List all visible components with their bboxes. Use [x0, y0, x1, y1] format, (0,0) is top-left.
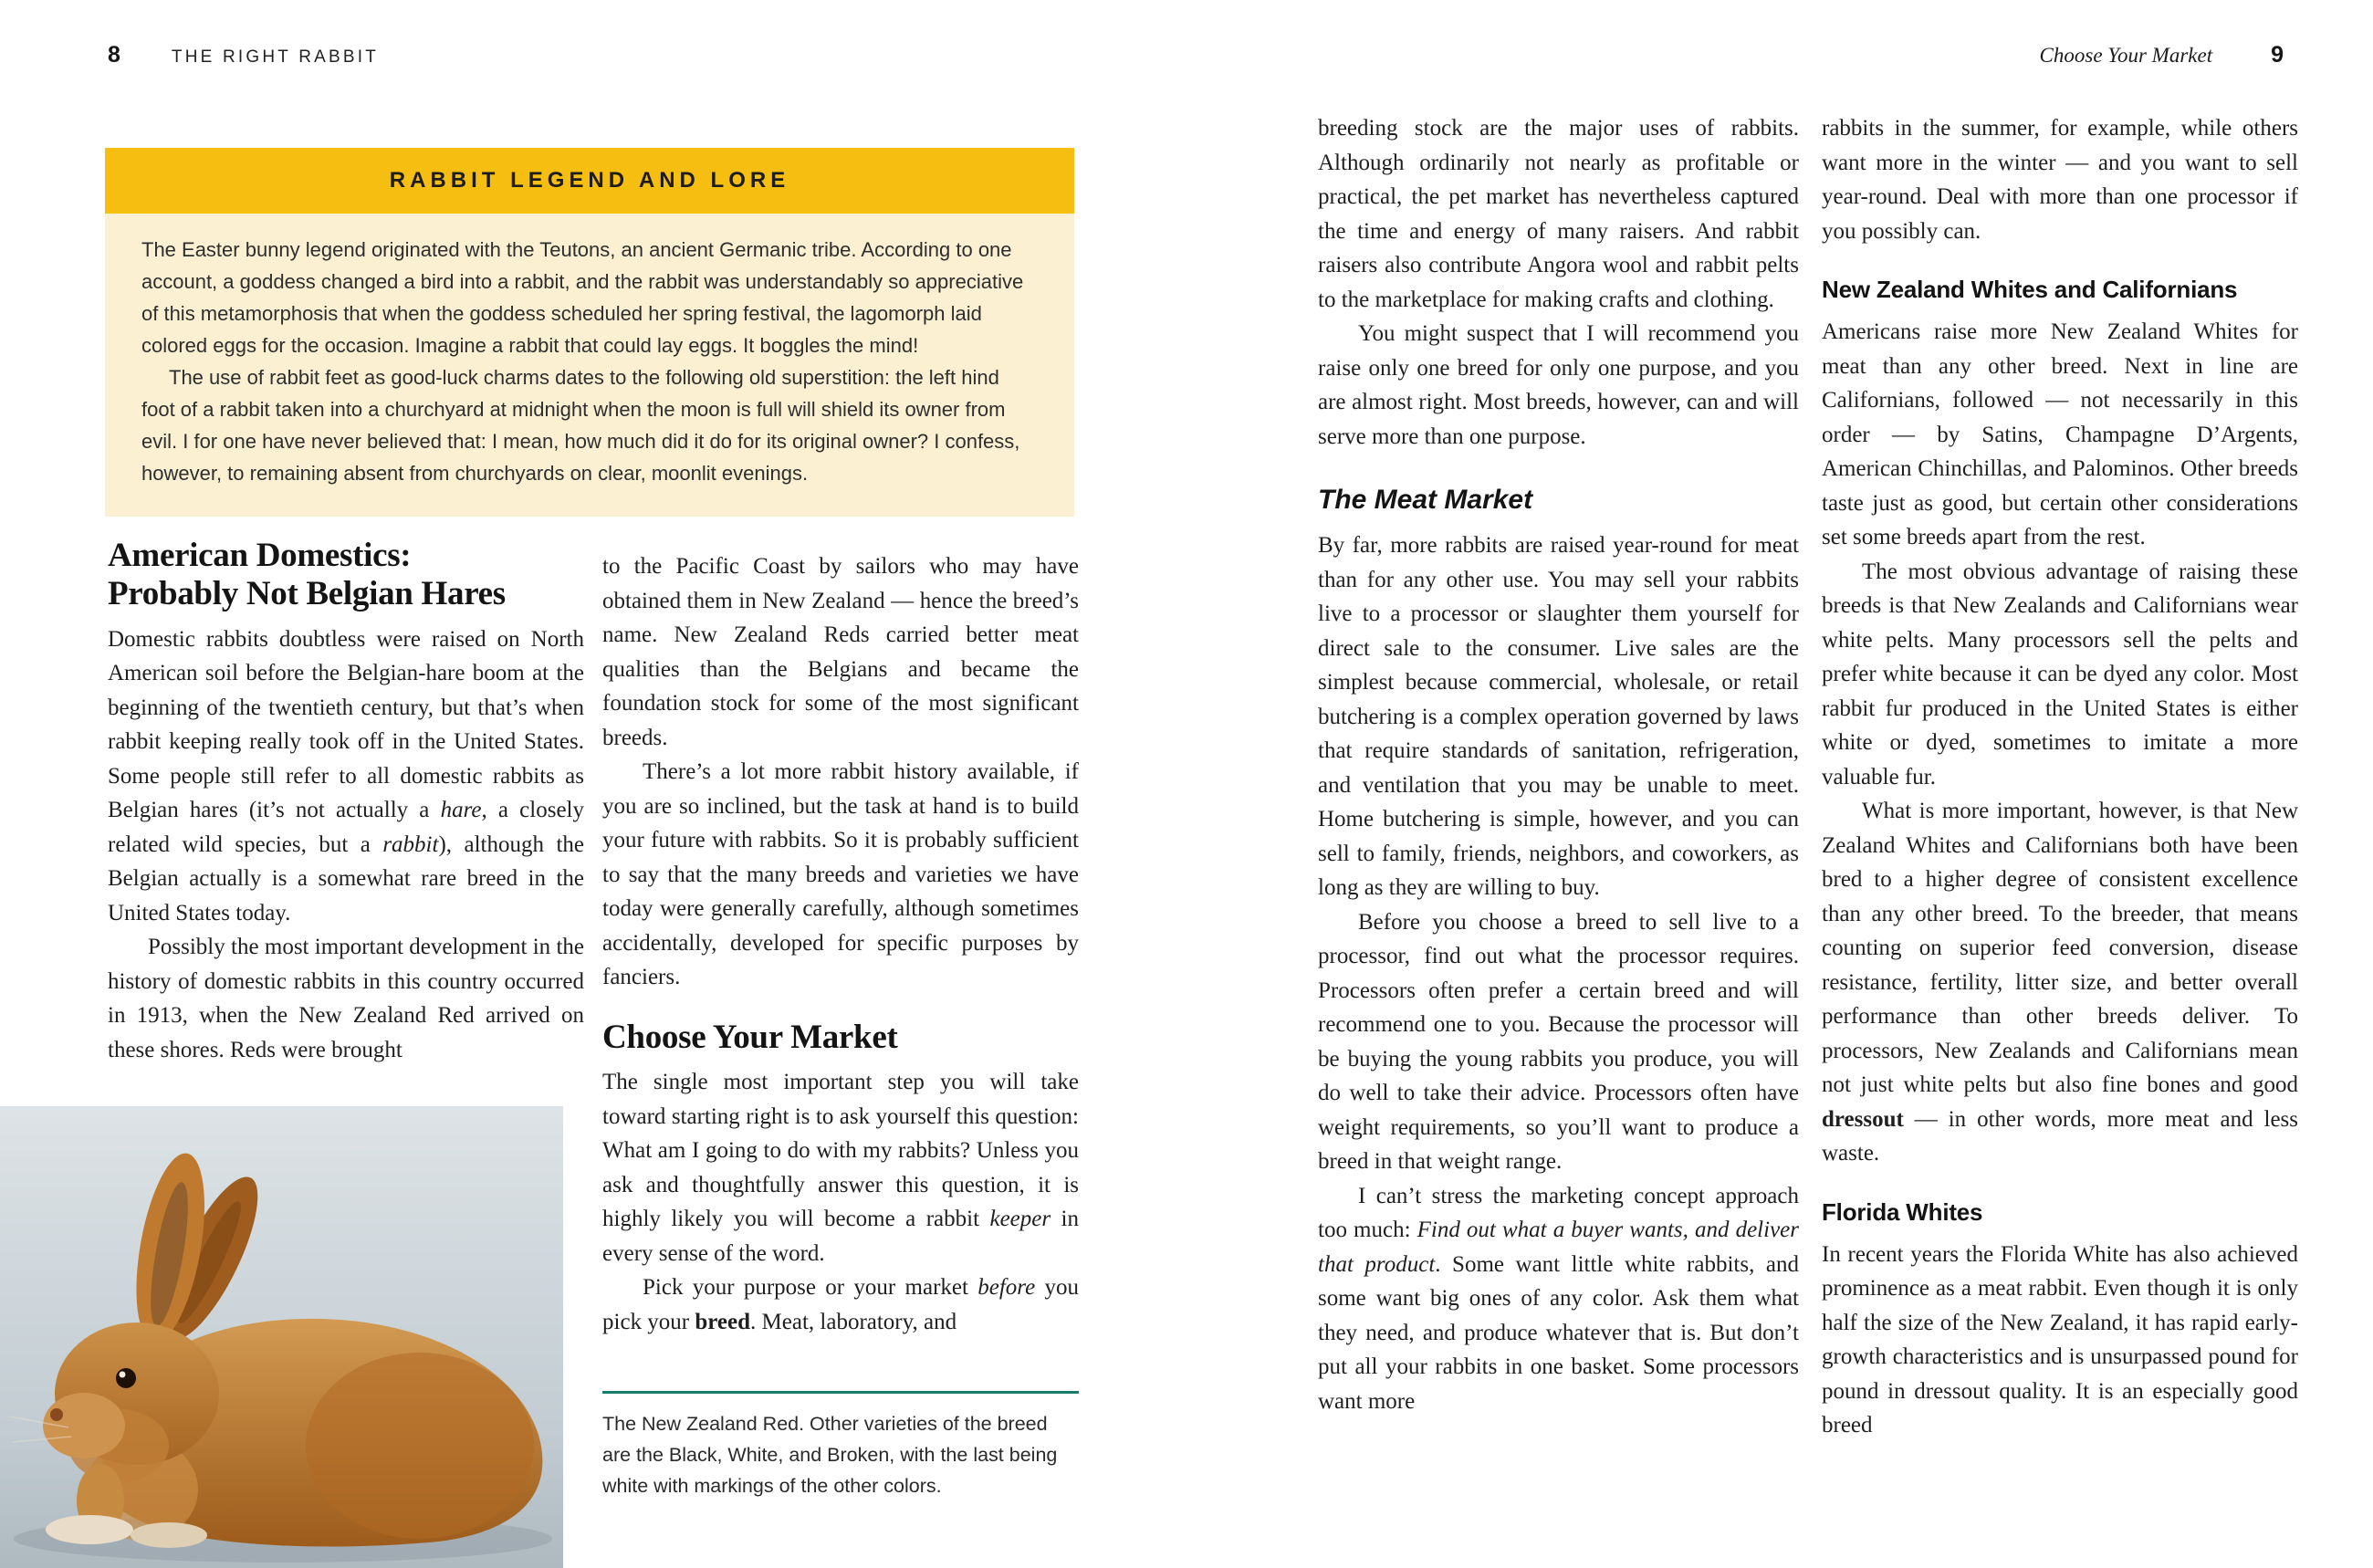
paragraph: rabbits in the summer, for example, while others want more in the winter — and you want to sell year-round. Deal with more than one processor if you possibly can. — [1822, 116, 2298, 244]
paragraph: Before you choose a breed to sell live to a processor, find out what the processor requires. Processors often prefer a certain breed and will recommend one to you. Because the processor will be buying the young rabbits you produce, you will do well to take their advice. Processors often have weight requirements, so you’ll want to produce a breed in that weight range. — [1318, 909, 1799, 1174]
paragraph: I can’t stress the marketing concept approach too much: Find out what a buyer wants, and deliver that product. Some want little white rabbits, and some want big ones of any color. Ask them what they need, and produce whatever that is. But don’t put all your rabbits in one basket. Some processors want more — [1318, 1183, 1799, 1414]
paragraph: The use of rabbit feet as good-luck charms dates to the following old superstition: the left hind foot of a rabbit taken into a churchyard at midnight when the moon is full will shield its owner from evil. I for one have never believed that: I mean, how much did it do for its original owner? I confess, however, to remaining absent from churchyards on clear, moonlit evenings. — [141, 366, 1020, 485]
paragraph: In recent years the Florida White has also achieved prominence as a meat rabbit. Even though it is only half the size of the New Zealand, it has rapid early-growth characteristics and is unsurpassed pound for pound in dressout quality. It is an especially good breed — [1822, 1241, 2298, 1437]
paragraph: Possibly the most important development in the history of domestic rabbits in this country occurred in 1913, when the New Zealand Red arrived on these shores. Reds were brought — [108, 935, 584, 1062]
paragraph: breeding stock are the major uses of rabbits. Although ordinarily not nearly as profitable or practical, the pet market has nevertheless captured the time and energy of many raisers. And rabbit raisers also contribute Angora wool and rabbit pelts to the marketplace for making crafts and clothing. — [1318, 116, 1799, 312]
running-head-right: Choose Your Market — [2039, 44, 2213, 67]
paragraph: Domestic rabbits doubtless were raised on North American soil before the Belgian-hare boom at the beginning of the twentieth century, but that’s when rabbit keeping really took off in the United States. Some people still refer to all domestic rabbits as Belgian hares (it’s not actually a hare, a closely related wild species, but a rabbit), although the Belgian actually is a somewhat rare breed in the United States today. — [108, 626, 585, 925]
page-number-right: 9 — [2271, 42, 2284, 68]
rabbit-front-paw — [46, 1515, 133, 1544]
callout-title: RABBIT LEGEND AND LORE — [389, 168, 790, 193]
rabbit-back-paw — [131, 1522, 207, 1548]
section-heading: The Meat Market — [1318, 485, 1533, 515]
paragraph: Pick your purpose or your market before you pick your breed. Meat, laboratory, and — [602, 1275, 1079, 1334]
section-heading: American Domestics: Probably Not Belgian Hares — [108, 537, 506, 612]
paragraph: The Easter bunny legend originated with the Teutons, an ancient Germanic tribe. According to one account, a goddess changed a bird into a rabbit, and the rabbit was understandably so appreciative of this metamorphosis that when the goddess scheduled her spring festival, the lagomorph laid colored eggs for the occasion. Imagine a rabbit that could lay eggs. It boggles the mind! — [141, 238, 1024, 357]
rabbit-eye — [116, 1368, 136, 1388]
photo-caption — [602, 1391, 1079, 1501]
page-number-left: 8 — [108, 42, 120, 68]
paragraph: By far, more rabbits are raised year-round for meat than for any other use. You may sell your rabbits live to a processor or slaughter them yourself for direct sale to the consumer. Live sales are the simplest because commercial, wholesale, or retail butchering is a complex operation governed by laws that require standards of sanitation, refrigeration, and ventilation that you may be unable to meet. Home butchering is simple, however, and you can sell to family, friends, neighbors, and coworkers, as long as they are willing to buy. — [1318, 533, 1799, 900]
left-page-column-2 — [602, 549, 1079, 1339]
left-page-column-1 — [108, 537, 584, 1067]
paragraph: You might suspect that I will recommend you raise only one breed for only one purpose, and you are almost right. Most breeds, however, can and will serve more than one purpose. — [1318, 321, 1799, 449]
running-head-left: THE RIGHT RABBIT — [171, 47, 380, 67]
callout-body — [105, 214, 1074, 517]
paragraph: There’s a lot more rabbit history available, if you are so inclined, but the task at hand is to build your future with rabbits. So it is probably sufficient to say that the many breeds and varieties we have today were generally carefully, although sometimes accidentally, developed for specific purposes by fanciers. — [602, 759, 1079, 989]
caption-rule — [602, 1391, 1079, 1394]
paragraph: Americans raise more New Zealand Whites for meat than any other breed. Next in line are Californians, followed — not necessarily in this order — by Satins, Champagne D’Argents, American Chinchillas, and Palominos. Other breeds taste just as good, but certain other considerations set some breeds apart from the rest. — [1822, 319, 2298, 549]
rabbit-illustration — [0, 1106, 563, 1568]
paragraph: The single most important step you will take toward starting right is to ask yourself this question: What am I going to do with my rabbits? Unless you ask and thoughtfully answer this question, it is highly likely you will become a rabbit keeper in every sense of the word. — [602, 1070, 1079, 1266]
section-heading: Florida Whites — [1822, 1197, 1983, 1226]
rabbit-nose — [50, 1408, 63, 1421]
section-heading: New Zealand Whites and Californians — [1822, 276, 2238, 303]
paragraph: What is more important, however, is that New Zealand Whites and Californians both have been bred to a higher degree of consistent excellence than any other breed. To the breeder, that means counting on superior feed conversion, disease resistance, fertility, litter size, and better overall performance than other breeds deliver. To processors, New Zealands and Californians mean not just white pelts but also fine bones and good dressout — in other words, more meat and less waste. — [1822, 799, 2298, 1166]
paragraph: The most obvious advantage of raising these breeds is that New Zealands and Californians wear white pelts. Many processors sell the pelts and prefer white because it can be dyed any color. Most rabbit fur produced in the United States is either white or dyed, sometimes to imitate a more valuable fur. — [1822, 559, 2298, 789]
section-heading: Choose Your Market — [602, 1018, 898, 1056]
paragraph: to the Pacific Coast by sailors who may have obtained them in New Zealand — hence the breed’s name. New Zealand Reds carried better meat qualities than the Belgians and became the foundation stock for some of the most significant breeds. — [602, 554, 1079, 750]
right-page-column-2 — [1822, 111, 2298, 1443]
left-page-header — [108, 42, 379, 68]
callout-title-bar — [105, 148, 1074, 214]
rabbit-haunch — [306, 1353, 534, 1539]
right-page-header — [2040, 42, 2284, 68]
caption-text: The New Zealand Red. Other varieties of the breed are the Black, White, and Broken, with the last being white with markings of the other colors. — [602, 1413, 1058, 1497]
right-page-column-1 — [1318, 111, 1799, 1418]
rabbit-photo — [0, 1106, 563, 1568]
legend-callout-box — [105, 148, 1074, 517]
